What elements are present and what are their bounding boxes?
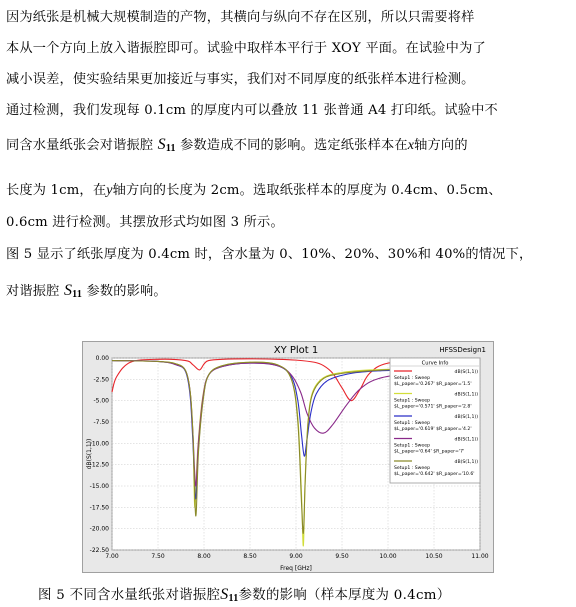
text-run: 对谐振腔 bbox=[6, 284, 60, 299]
design-label: HFSSDesign1 bbox=[439, 346, 486, 354]
legend-entry-line2: Setup1 : Sweep bbox=[394, 466, 431, 471]
legend-entry-line3: $L_paper='0.619' $R_paper='4.2' bbox=[394, 427, 472, 432]
y-tick-label: -15.00 bbox=[89, 483, 109, 490]
legend-entry-line1: dB(S(1,1)) bbox=[454, 437, 478, 443]
text-line: 0.6cm 进行检测。其摆放形式均如图 3 所示。 bbox=[6, 215, 284, 230]
xy-plot bbox=[82, 341, 494, 573]
text-run: 轴方向的 bbox=[414, 138, 468, 153]
x-axis-label: Freq [GHz] bbox=[280, 565, 312, 572]
x-tick-label: 8.00 bbox=[197, 553, 211, 560]
s-parameter-symbol bbox=[158, 136, 176, 153]
text-line: 图 5 显示了纸张厚度为 0.4cm 时，含水量为 0、10%、20%、30%和 40%的情况下， bbox=[6, 247, 533, 262]
legend-entry-line2: Setup1 : Sweep bbox=[394, 443, 431, 449]
x-tick-label: 10.00 bbox=[379, 553, 397, 560]
text-line bbox=[6, 280, 167, 300]
chart-title: XY Plot 1 bbox=[273, 345, 319, 356]
legend-entry-line1: dB(S(1,1)) bbox=[454, 370, 478, 375]
s-subscript: 11 bbox=[228, 593, 239, 604]
x-tick-label: 7.50 bbox=[151, 553, 165, 560]
text-line: 减小误差，使实验结果更加接近与事实，我们对不同厚度的纸张样本进行检测。 bbox=[6, 72, 475, 87]
y-axis-label: dB(S(1,1)) bbox=[86, 438, 93, 470]
legend-title: Curve Info bbox=[421, 360, 449, 367]
y-tick-label: -12.50 bbox=[89, 461, 109, 469]
text-run: 参数造成不同的影响。选定纸张样本在 bbox=[180, 138, 408, 153]
caption-suffix: 参数的影响（样本厚度为 0.4cm） bbox=[238, 588, 451, 603]
text-line: 本从一个方向上放入谐振腔即可。试验中取样本平行于 XOY 平面。在试验中为了 bbox=[6, 41, 486, 56]
s-parameter-symbol bbox=[64, 282, 82, 299]
text-run: 轴方向的长度为 2cm。选取纸张样本的厚度为 0.4cm、0.5cm、 bbox=[112, 183, 502, 198]
legend-entry-line3: $L_paper='0.642' $R_paper='10.6' bbox=[394, 472, 475, 477]
x-tick-label: 11.00 bbox=[471, 553, 489, 560]
s-letter: S bbox=[220, 586, 229, 603]
y-tick-label: -2.50 bbox=[93, 376, 109, 384]
legend-entry-line3: $L_paper='0.571' $R_paper='2.8' bbox=[394, 404, 472, 410]
legend-entry-line3: $L_paper='0.64' $R_paper='7' bbox=[394, 449, 465, 455]
legend-entry-line1: dB(S(1,1)) bbox=[454, 415, 478, 420]
legend-entry-line3: $L_paper='0.267' $R_paper='1.5' bbox=[394, 382, 472, 387]
legend bbox=[390, 358, 480, 483]
text-run: 长度为 1cm，在 bbox=[6, 183, 107, 198]
s-letter: S bbox=[63, 282, 73, 299]
text-line bbox=[6, 179, 502, 199]
y-axis-letter: y bbox=[106, 183, 113, 198]
legend-entry-line2: Setup1 : Sweep bbox=[394, 376, 431, 381]
x-tick-label: 8.50 bbox=[243, 553, 257, 560]
s-parameter-symbol bbox=[220, 586, 238, 603]
s-subscript: 11 bbox=[72, 289, 83, 300]
y-tick-label: -22.50 bbox=[89, 547, 109, 554]
y-tick-label: 0.00 bbox=[95, 355, 109, 362]
paragraph-2 bbox=[6, 243, 572, 303]
x-tick-label: 10.50 bbox=[425, 553, 443, 560]
s-subscript: 11 bbox=[165, 143, 176, 154]
x-tick-label: 9.00 bbox=[289, 553, 303, 560]
y-tick-label: -7.50 bbox=[93, 419, 109, 426]
legend-entry-line2: Setup1 : Sweep bbox=[394, 421, 431, 426]
caption-prefix: 图 5 不同含水量纸张对谐振腔 bbox=[38, 588, 221, 603]
y-tick-label: -5.00 bbox=[93, 397, 109, 405]
x-axis-letter: x bbox=[407, 138, 415, 153]
text-run: 同含水量纸张会对谐振腔 bbox=[6, 138, 154, 153]
text-line: 因为纸张是机械大规模制造的产物，其横向与纵向不存在区别，所以只需要将样 bbox=[6, 10, 475, 25]
x-tick-label: 9.50 bbox=[335, 553, 349, 560]
text-line bbox=[6, 134, 468, 154]
y-tick-label: -17.50 bbox=[89, 504, 109, 512]
s-letter: S bbox=[157, 136, 166, 153]
y-tick-label: -20.00 bbox=[89, 525, 109, 533]
x-tick-label: 7.00 bbox=[105, 553, 119, 560]
y-tick-label: -10.00 bbox=[89, 440, 109, 448]
legend-entry-line1: dB(S(1,1)) bbox=[454, 392, 478, 398]
figure-5-chart bbox=[82, 341, 494, 573]
figure-caption bbox=[38, 584, 450, 604]
paragraph-1 bbox=[6, 6, 572, 230]
text-run: 参数的影响。 bbox=[86, 284, 167, 299]
legend-entry-line1: dB(S(1,1)) bbox=[454, 460, 478, 465]
legend-entry-line2: Setup1 : Sweep bbox=[394, 398, 431, 404]
text-line: 通过检测，我们发现每 0.1cm 的厚度内可以叠放 11 张普通 A4 打印纸。试验中不 bbox=[6, 103, 498, 118]
